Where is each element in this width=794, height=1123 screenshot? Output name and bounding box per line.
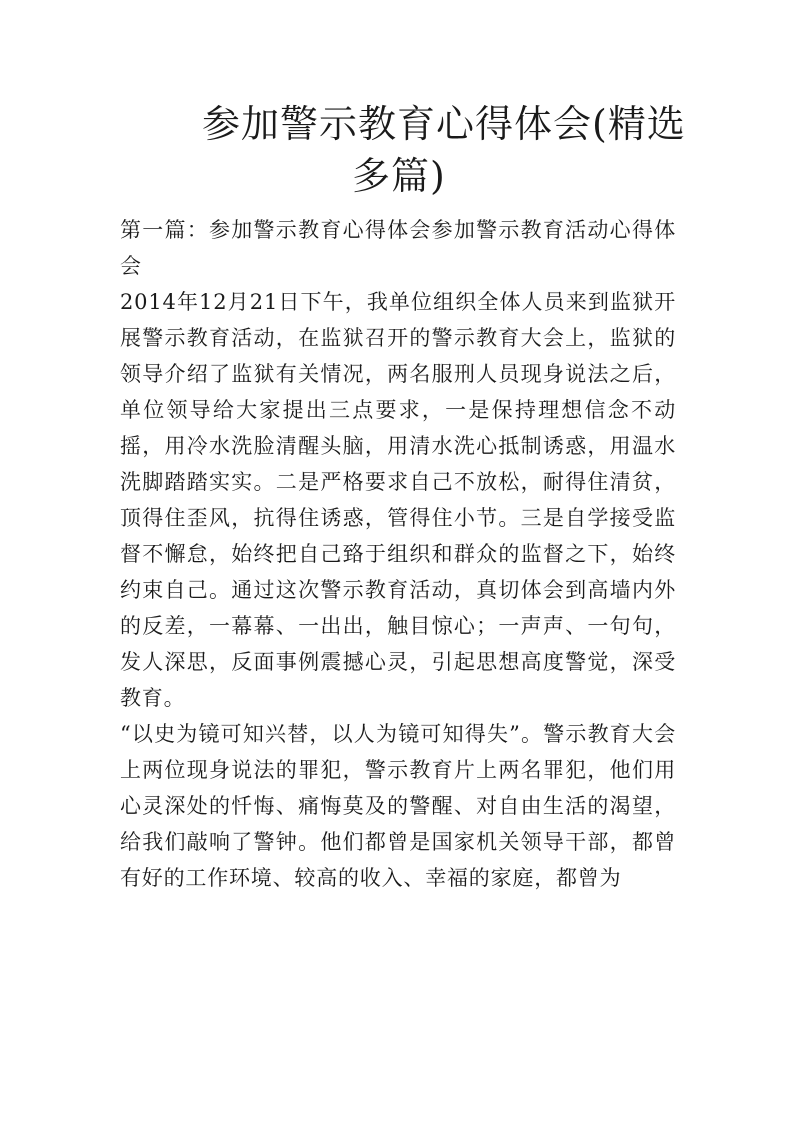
document-body: [120, 212, 676, 896]
document-title: [120, 98, 686, 202]
title-line-2: 多篇): [352, 154, 446, 198]
body-paragraph-2: “以史为镜可知兴替，以人为镜可知得失”。警示教育大会上两位现身说法的罪犯，警示教育片上两名罪犯，他们用心灵深处的忏悔、痛悔莫及的警醒、对自由生活的渴望，给我们敲响了警钟。他们都曾是国家机关领导干部，都曾有好的工作环境、较高的收入、幸福的家庭，都曾为: [120, 722, 676, 890]
title-line-1: 参加警示教育心得体会(精选: [202, 102, 686, 146]
body-paragraph-1: 2014年12月21日下午，我单位组织全体人员来到监狱开展警示教育活动，在监狱召开的警示教育大会上，监狱的领导介绍了监狱有关情况，两名服刑人员现身说法之后，单位领导给大家提出三点要求，一是保持理想信念不动摇，用冷水洗脸清醒头脑，用清水洗心抵制诱惑，用温水洗脚踏踏实实。二是严格要求自己不放松，耐得住清贫，顶得住歪风，抗得住诱惑，管得住小节。三是自学接受监督不懈怠，始终把自己臵于组织和群众的监督之下，始终约束自己。通过这次警示教育活动，真切体会到高墙内外的反差，一幕幕、一出出，触目惊心；一声声、一句句，发人深思，反面事例震撼心灵，引起思想高度警觉，深受教育。: [120, 290, 676, 710]
section-heading: 第一篇：参加警示教育心得体会参加警示教育活动心得体会: [120, 218, 676, 278]
